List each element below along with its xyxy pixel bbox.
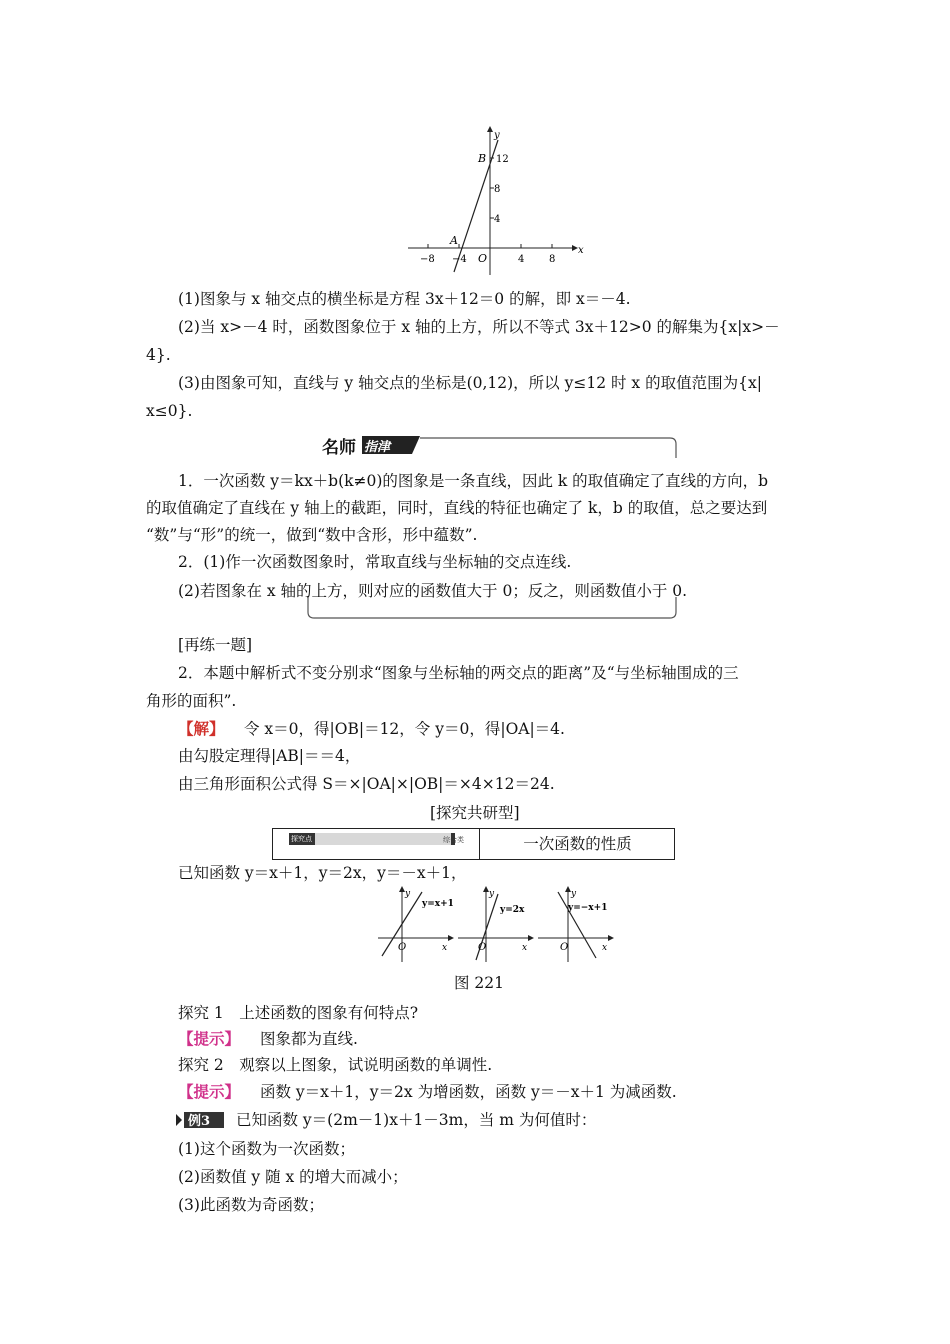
part1-line: 4}. bbox=[146, 346, 171, 364]
practice-heading: [再练一题] bbox=[178, 636, 253, 654]
part1-line: (1)图象与 x 轴交点的横坐标是方程 3x＋12＝0 的解，即 x＝－4. bbox=[178, 290, 631, 308]
teacher-line: 2．(1)作一次函数图象时，常取直线与坐标轴的交点连线. bbox=[178, 553, 572, 571]
graph-x-label: x bbox=[602, 943, 608, 953]
graph1-ytick: 4 bbox=[494, 214, 501, 225]
example-part: (2)函数值 y 随 x 的增大而减小； bbox=[178, 1168, 408, 1186]
graph1-y-label: y bbox=[494, 130, 500, 141]
part1-line: (2)当 x>－4 时，函数图象位于 x 轴的上方，所以不等式 3x＋12>0 的解集为{x|x>－ bbox=[178, 318, 780, 336]
graph-y-2x bbox=[456, 884, 536, 964]
graph1-ytick: 8 bbox=[494, 184, 501, 195]
explore-topic-table bbox=[272, 828, 675, 860]
solution-line: 由勾股定理得|AB|＝＝4， bbox=[178, 747, 361, 765]
graph-x-label: x bbox=[442, 943, 448, 953]
graph-origin: O bbox=[560, 942, 569, 953]
explore-question: 探究 2 观察以上图象，试说明函数的单调性. bbox=[178, 1056, 493, 1074]
graph-y-label: y bbox=[489, 889, 495, 899]
teacher-line: (2)若图象在 x 轴的上方，则对应的函数值大于 0；反之，则函数值小于 0. bbox=[178, 582, 688, 600]
graph-origin: O bbox=[398, 942, 407, 953]
hint-answer: 图象都为直线. bbox=[260, 1030, 358, 1048]
graph-y-x-plus-1 bbox=[376, 884, 456, 964]
graph-fn-label: y=x+1 bbox=[422, 899, 454, 909]
graph1-point-a: A bbox=[450, 234, 458, 247]
teacher-line: 的取值确定了直线在 y 轴上的截距，同时，直线的特征也确定了 k，b 的取值，总之要达到 bbox=[146, 499, 768, 517]
graph-origin: O bbox=[478, 942, 487, 953]
graph-fn-label: y=2x bbox=[500, 905, 525, 915]
explore-question: 探究 1 上述函数的图象有何特点? bbox=[178, 1004, 419, 1022]
example-badge bbox=[176, 1110, 228, 1130]
hint-label: 【提示】 bbox=[178, 1029, 241, 1048]
solution-line: 令 x＝0，得|OB|＝12，令 y＝0，得|OA|＝4. bbox=[244, 720, 565, 738]
example-part: (1)这个函数为一次函数； bbox=[178, 1140, 355, 1158]
figure-caption: 图 221 bbox=[454, 974, 505, 992]
teacher-line: 1．一次函数 y＝kx＋b(k≠0)的图象是一条直线，因此 k 的取值确定了直线的方向，b bbox=[178, 472, 769, 490]
teacher-line: “数”与“形”的统一，做到“数中含形，形中蕴数”. bbox=[146, 526, 478, 544]
graph1-origin: O bbox=[478, 252, 488, 265]
graph1-ytick: 12 bbox=[496, 154, 509, 165]
graph1-point-b: B bbox=[478, 152, 487, 165]
example-stem: 已知函数 y＝(2m－1)x＋1－3m，当 m 为何值时： bbox=[236, 1111, 597, 1129]
solution-label: 【解】 bbox=[178, 719, 225, 738]
explore-topic: 一次函数的性质 bbox=[523, 835, 632, 853]
practice-question: 2．本题中解析式不变分别求“图象与坐标轴的两交点的距离”及“与坐标轴围成的三 bbox=[178, 664, 739, 682]
explore-tag-right: 综合类 bbox=[443, 836, 464, 844]
graph1-xtick: 4 bbox=[518, 254, 525, 265]
teacher-box-title-tag: 指津 bbox=[364, 440, 391, 455]
part1-line: (3)由图象可知，直线与 y 轴交点的坐标是(0,12)，所以 y≤12 时 x 的取值范围为{x| bbox=[178, 374, 762, 392]
example-badge-label: 例3 bbox=[188, 1114, 211, 1129]
solution-line: 由三角形面积公式得 S＝×|OA|×|OB|＝×4×12＝24. bbox=[178, 775, 555, 793]
graph1-x-label: x bbox=[578, 245, 584, 256]
graph-y-label: y bbox=[405, 889, 411, 899]
graph-x-label: x bbox=[522, 943, 528, 953]
explore-heading: [探究共研型] bbox=[430, 804, 520, 822]
graph1-xtick: −4 bbox=[452, 254, 467, 265]
hint-label: 【提示】 bbox=[178, 1082, 241, 1101]
graph-fn-label: y=−x+1 bbox=[568, 903, 608, 913]
example-part: (3)此函数为奇函数； bbox=[178, 1196, 324, 1214]
graph-y-label: y bbox=[571, 889, 577, 899]
graph1-xtick: −8 bbox=[420, 254, 435, 265]
graph-y-neg-x-plus-1 bbox=[536, 884, 616, 964]
hint-answer: 函数 y＝x＋1，y＝2x 为增函数，函数 y＝－x＋1 为减函数. bbox=[260, 1083, 677, 1101]
part1-line: x≤0}. bbox=[146, 402, 193, 420]
graph-line-3x-plus-12 bbox=[400, 120, 590, 280]
explore-given: 已知函数 y＝x＋1，y＝2x，y＝－x＋1， bbox=[178, 864, 467, 882]
explore-tag-left: 探究点 bbox=[291, 835, 312, 843]
teacher-box-title: 名师 bbox=[322, 438, 356, 458]
graph1-xtick: 8 bbox=[549, 254, 556, 265]
practice-question: 角形的面积”. bbox=[146, 692, 237, 710]
